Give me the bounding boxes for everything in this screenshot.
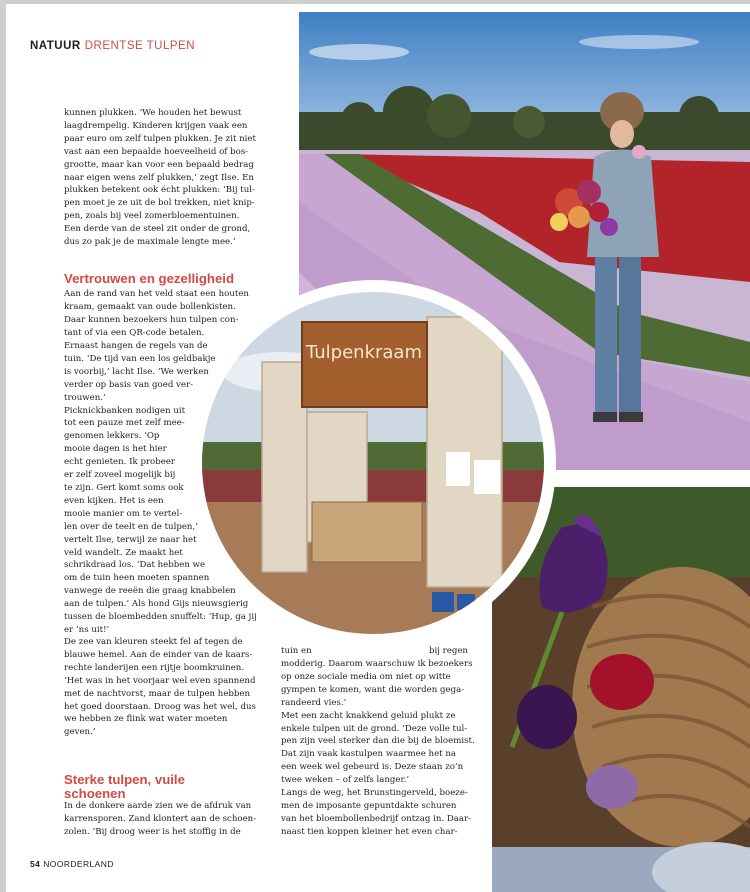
text-line: Aan de rand van het veld staat een houten: [64, 289, 249, 299]
text-line: veld wandelt. Ze maakt het: [64, 547, 183, 558]
text-line: Langs de weg, het Brunstingerveld, boeze-: [281, 788, 468, 799]
text-line: karrensporen. Zand klontert aan de schoen-: [64, 813, 257, 824]
text-line: op onze sociale media om niet op witte: [281, 671, 451, 682]
section-category: NATUUR: [30, 40, 81, 52]
text-line: is voorbij,’ lacht Ilse. ‘We werken: [64, 366, 209, 377]
text-line: De zee van kleuren steekt fel af tegen de: [64, 637, 243, 647]
text-line: randeerd vies.’: [281, 697, 347, 708]
text-line: In de donkere aarde zien we de afdruk van: [64, 801, 252, 811]
text-line: om de tuin heen moeten spannen: [64, 573, 210, 584]
text-line: Sterke tulpen, vuile: [64, 772, 185, 787]
text-line: Ernaast hangen de regels van de: [64, 341, 208, 351]
text-line: grootte, maar kan voor een bepaald bedrag: [64, 159, 254, 170]
text-line: vast aan een bepaalde hoeveelheid of bos-: [64, 146, 249, 157]
stand-sign-text: Tulpenkraam: [306, 342, 422, 363]
section2-paragraph: [64, 800, 256, 839]
text-line: Picknickbanken nodigen uit: [64, 405, 186, 416]
col2-first-line: [281, 645, 476, 658]
section1-wrapped: [64, 340, 257, 637]
text-line: verder op basis van goed ver-: [64, 379, 193, 390]
text-line: paar euro om zelf tulpen plukken. Je zit niet: [64, 133, 256, 144]
text-line: men de imposante gepuntdakte schuren: [281, 800, 457, 811]
text-line: tussen de bloembedden snuffelt: ‘Hup, ga jij: [64, 612, 257, 623]
heading-vertrouwen-text: Vertrouwen en gezelligheid: [64, 271, 235, 286]
text-line: even kijken. Het is een: [64, 495, 164, 506]
text-line: het goed doorstaan. Droog was het wel, dus: [64, 701, 256, 712]
text-line: mooie dagen is het hier: [64, 444, 167, 455]
text-line: te zijn. Gert komt soms ook: [64, 482, 184, 493]
text-line: met de nachtvorst, maar de tulpen hebben: [64, 688, 251, 699]
text-line: vertelt Ilse, terwijl ze naar het: [64, 534, 197, 545]
text-line: len over de teelt en de tulpen,’: [64, 521, 198, 532]
magazine-page: [6, 4, 750, 892]
heading-sterke-tulpen: [64, 773, 185, 800]
text-line: kunnen plukken. ‘We houden het bewust: [64, 108, 242, 118]
text-line: pen, zoals bij veel zomerbloementuinen.: [64, 211, 240, 222]
text-line: laagdrempelig. Kinderen krijgen vaak een: [64, 120, 248, 131]
page-footer: [30, 859, 114, 869]
text-line: blauwe hemel. Aan de einder van de kaars-: [64, 649, 253, 660]
col2-paragraph: [281, 658, 475, 839]
text-line: echt genieten. Ik probeer: [64, 457, 176, 468]
text-line: schrikdraad los. ‘Dat hebben we: [64, 560, 206, 571]
page-number: 54: [30, 859, 41, 869]
section-header: [30, 40, 195, 52]
section1-end: [64, 636, 256, 739]
text-line: gympen te komen, want die worden gega-: [281, 684, 465, 695]
text-line: van het bloembollenbedrijf ontzag in. Daar-: [281, 813, 471, 824]
text-line: Met een zacht knakkend geluid plukt ze: [281, 710, 456, 721]
text-line: pen zijn veel sterker dan die bij de bloemist.: [281, 736, 475, 747]
text-line: ‘Het was in het voorjaar wel even spannend: [64, 675, 256, 686]
text-line: plukken betekent ook écht plukken: ‘Bij tul-: [64, 185, 255, 196]
text-line: genomen lekkers. ‘Op: [64, 431, 160, 442]
text-line: rechte landerijen een rijtje boomkruinen.: [64, 662, 245, 673]
text-line: tuin. ‘De tijd van een los geldbakje: [64, 353, 216, 364]
magazine-name: NOORDERLAND: [43, 859, 114, 869]
text-line: tot een pauze met zelf mee-: [64, 418, 185, 429]
text-line: Dat zijn vaak kastulpen waarmee het na: [281, 749, 457, 760]
text-line: we hebben ze flink wat water moeten: [64, 714, 228, 725]
text-line: Daar kunnen bezoekers hun tulpen con-: [64, 314, 239, 325]
text-line: naast tien koppen kleiner het even char-: [281, 826, 458, 837]
col2-first-right: bij regen: [429, 646, 468, 656]
text-line: naar eigen wens zelf plukken,’ zegt Ilse. En: [64, 172, 254, 183]
text-line: schoenen: [64, 785, 126, 801]
text-line: aan de tulpen.’ Als hond Gijs nieuwsgierig: [64, 599, 249, 610]
text-line: kraam, gemaakt van oude bollenkisten.: [64, 301, 236, 312]
text-line: tant of via een QR-code betalen.: [64, 327, 205, 338]
text-line: geven.’: [64, 727, 96, 738]
text-line: mooie manier om te vertel-: [64, 508, 183, 519]
text-line: er zelf zoveel mogelijk bij: [64, 470, 176, 481]
text-line: dus zo pak je de maximale lengte mee.’: [64, 237, 236, 248]
text-line: modderig. Daarom waarschuw ik bezoekers: [281, 659, 473, 669]
section1-full-width: [64, 288, 249, 340]
text-line: een week wel gebeurd is. Deze staan zo’n: [281, 762, 464, 773]
section-subtitle: DRENTSE TULPEN: [84, 40, 196, 52]
text-line: enkele tulpen uit de grond. ‘Deze volle tul-: [281, 723, 468, 734]
text-line: twee weken – of zelfs langer.’: [281, 775, 410, 786]
text-line: pen moet je ze uit de bol trekken, niet knip-: [64, 198, 255, 209]
col2-first-left: tuin en: [281, 646, 312, 656]
text-line: trouwen.’: [64, 392, 106, 403]
heading-vertrouwen: [64, 272, 234, 286]
text-line: Een derde van de steel zit onder de grond,: [64, 224, 251, 235]
text-line: vanwege de reeën die graag knabbelen: [64, 586, 236, 597]
text-line: zolen. ‘Bij droog weer is het stoffig in de: [64, 826, 241, 837]
intro-paragraph: [64, 107, 256, 249]
text-line: er ’ns uit!’: [64, 624, 110, 635]
